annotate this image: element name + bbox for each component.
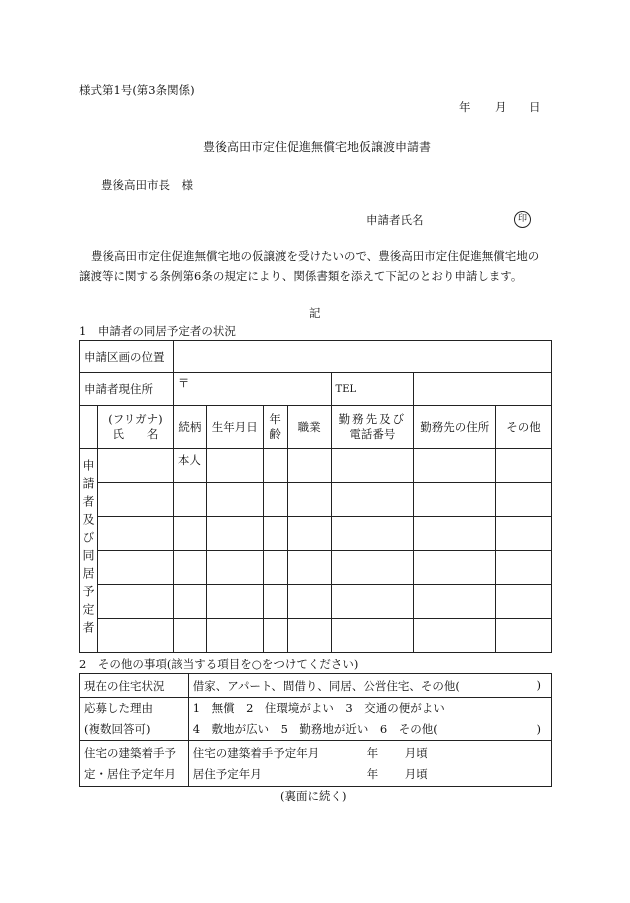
table-row — [80, 483, 552, 517]
relation-self: 本人 — [173, 449, 206, 483]
applicant-name-label: 申請者氏名 — [366, 213, 424, 227]
plan-line2-label: 居住予定年月 — [192, 766, 262, 781]
table-row — [80, 551, 552, 585]
date-day: 日 — [529, 100, 541, 114]
plan-line2-month: 月頃 — [404, 766, 428, 781]
address-label-cell — [80, 373, 174, 406]
seal-mark: 印 — [514, 210, 531, 228]
header-birthdate: 生年月日 — [206, 406, 263, 449]
reason-close: ) — [536, 722, 541, 736]
address-label: 申請者現住所 — [84, 382, 153, 396]
form-number: 様式第1号(第3条関係) — [79, 83, 195, 97]
cohabitant-table — [79, 340, 552, 653]
housing-options-cell[interactable] — [188, 674, 551, 698]
header-furigana: (フリガナ) — [108, 412, 163, 426]
tel-label: TEL — [335, 383, 357, 395]
document-title: 豊後高田市定住促進無償宅地仮譲渡申請書 — [203, 140, 432, 154]
table-row — [80, 585, 552, 619]
plan-label2: 定・居住予定年月 — [84, 766, 176, 781]
tel-value-cell[interactable] — [414, 373, 552, 406]
reason-line2: 4 敷地が広い 5 勤務地が近い 6 その他( — [192, 722, 438, 736]
housing-label: 現在の住宅状況 — [84, 678, 165, 693]
plan-value-cell[interactable] — [188, 741, 551, 787]
plan-line1-label: 住宅の建築着手予定年月 — [192, 745, 320, 760]
plan-line2-year: 年 — [366, 766, 379, 781]
header-job: 職業 — [287, 406, 331, 449]
header-relation: 続柄 — [173, 406, 206, 449]
other-matters-table — [79, 673, 552, 787]
header-other: その他 — [496, 406, 552, 449]
side-label-cell — [80, 449, 98, 653]
header-workplace: 勤務先及び 電話番号 — [331, 406, 414, 449]
housing-close: ) — [536, 677, 541, 692]
parcel-label: 申請区画の位置 — [84, 349, 165, 364]
housing-label-cell — [80, 674, 189, 698]
reason-label-cell — [80, 698, 189, 741]
table-row — [80, 449, 552, 483]
addressee: 豊後高田市長 様 — [101, 178, 193, 192]
housing-options: 借家、アパート、間借り、同居、公営住宅、その他( — [192, 678, 460, 693]
header-age: 年齢 — [263, 406, 287, 449]
footer-note: (裏面に続く) — [280, 789, 347, 803]
date-year: 年 — [459, 100, 471, 114]
section1-title: 1 申請者の同居予定者の状況 — [79, 324, 236, 338]
postal-mark: 〒 — [177, 376, 190, 390]
side-label: 申請者及び同居予定者 — [81, 459, 95, 639]
ki-mark: 記 — [309, 306, 321, 320]
reason-line1: 1 無償 2 住環境がよい 3 交通の便がよい — [192, 701, 445, 715]
parcel-value-cell[interactable] — [173, 341, 551, 373]
date-month: 月 — [495, 100, 507, 114]
header-name: 氏 名 — [112, 427, 159, 441]
section2-title: 2 その他の事項(該当する項目を○をつけてください) — [79, 657, 359, 671]
body-text-line1: 豊後高田市定住促進無償宅地の仮譲渡を受けたいので、豊後高田市定住促進無償宅地の — [91, 249, 540, 263]
header-name-cell — [98, 406, 174, 449]
body-text-line2: 譲渡等に関する条例第6条の規定により、関係書類を添えて下記のとおり申請します。 — [79, 269, 523, 283]
reason-label1: 応募した理由 — [84, 701, 153, 715]
table-row — [80, 619, 552, 653]
plan-line1-month: 月頃 — [404, 745, 428, 760]
table-row — [80, 517, 552, 551]
parcel-label-cell — [80, 341, 174, 373]
plan-line1-year: 年 — [366, 745, 379, 760]
address-value-cell[interactable] — [173, 373, 331, 406]
plan-label-cell — [80, 741, 189, 787]
plan-label1: 住宅の建築着手予 — [84, 745, 176, 760]
header-blank-cell — [80, 406, 98, 449]
reason-options-cell[interactable] — [188, 698, 551, 741]
tel-label-cell — [331, 373, 414, 406]
header-work-address: 勤務先の住所 — [414, 406, 496, 449]
reason-label2: (複数回答可) — [84, 722, 151, 736]
